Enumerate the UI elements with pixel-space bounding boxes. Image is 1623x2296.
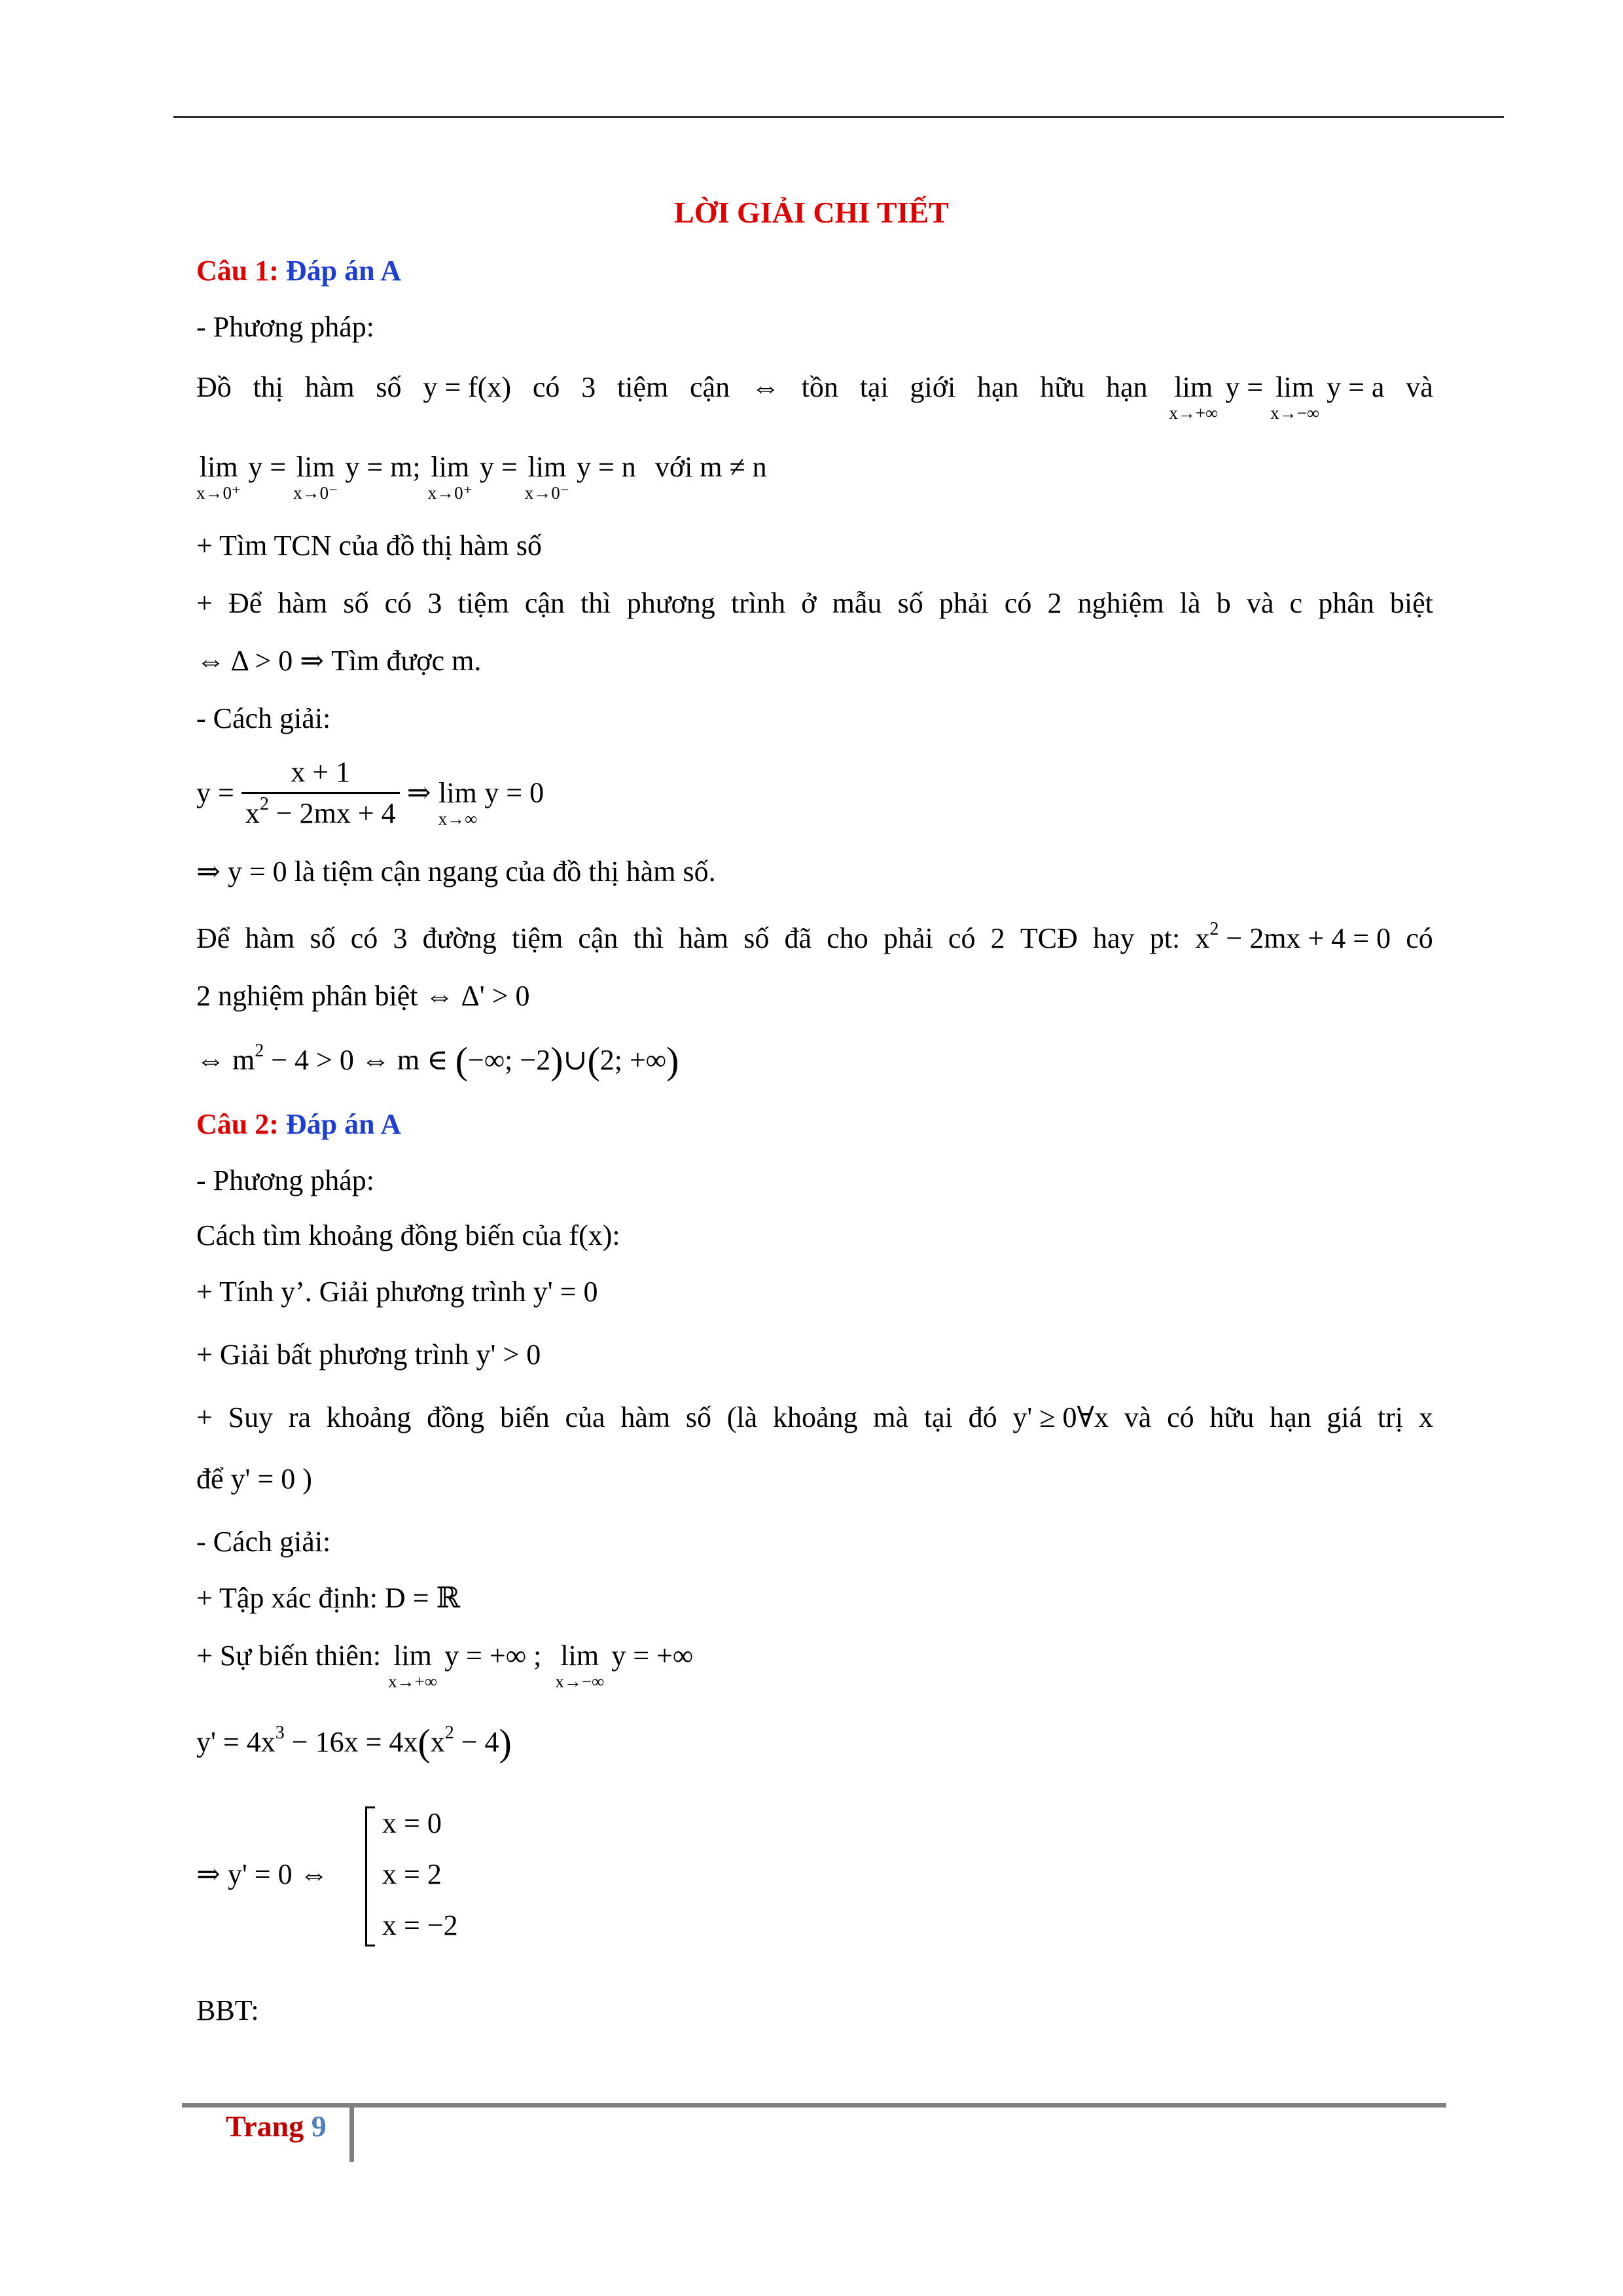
word: biến bbox=[499, 1401, 550, 1433]
text: y = m; bbox=[345, 451, 421, 483]
q1-method-line-4 bbox=[196, 589, 1433, 618]
limit: lim x→∞ bbox=[438, 777, 478, 829]
q1-method-line-2 bbox=[196, 453, 767, 502]
word: số bbox=[310, 922, 336, 954]
q2-method-line-5: để y' = 0 ) bbox=[196, 1463, 312, 1495]
word: tiệm bbox=[457, 587, 509, 619]
word: khoảng bbox=[772, 1401, 858, 1433]
q1-solution-line-4: 2 nghiệm phân biệt ⇔ Δ' > 0 bbox=[196, 980, 530, 1012]
word: số bbox=[685, 1401, 711, 1433]
footer-rule bbox=[182, 2103, 1446, 2108]
q1-method-line-5: ⇔ Δ > 0 ⇒ Tìm được m. bbox=[196, 645, 482, 677]
limit-subscript: x→−∞ bbox=[1270, 403, 1320, 423]
word: hàm bbox=[620, 1401, 671, 1433]
word: và bbox=[1406, 371, 1433, 403]
word: thì bbox=[580, 587, 611, 619]
word: tại bbox=[859, 371, 889, 403]
word: cận bbox=[524, 587, 565, 619]
word: giá bbox=[1327, 1401, 1363, 1433]
word: hàm bbox=[679, 922, 729, 954]
word: cận bbox=[690, 371, 730, 403]
word: 3 bbox=[427, 587, 442, 619]
q2-solution-line-2 bbox=[196, 1641, 693, 1691]
word: số bbox=[343, 587, 369, 619]
text: y = bbox=[196, 776, 234, 809]
word: nghiệm bbox=[1077, 587, 1164, 619]
word: có bbox=[350, 922, 378, 954]
word: của bbox=[565, 1401, 605, 1433]
function: y = f(x) bbox=[423, 371, 512, 403]
word: đường bbox=[422, 922, 497, 954]
word: Để bbox=[228, 587, 262, 619]
text: y = +∞ bbox=[611, 1640, 694, 1672]
q2-method-line-2: + Tính y’. Giải phương trình y' = 0 bbox=[196, 1276, 598, 1308]
q2-solution-line-4: ⇒ y' = 0 ⇔ bbox=[196, 1858, 329, 1890]
system-row: x = 0 bbox=[382, 1807, 442, 1839]
word: Suy bbox=[228, 1401, 274, 1433]
word: hạn bbox=[1270, 1401, 1311, 1433]
word: ở bbox=[801, 587, 817, 619]
question-1-answer: Đáp án A bbox=[285, 255, 401, 287]
word: phân bbox=[1318, 587, 1374, 619]
question-2-label: Câu 2: bbox=[196, 1108, 279, 1140]
word: hàm bbox=[245, 922, 295, 954]
word: số bbox=[897, 587, 923, 619]
word: có bbox=[1004, 587, 1032, 619]
word: cho bbox=[827, 922, 868, 954]
word: + bbox=[196, 587, 213, 619]
limit bbox=[1169, 373, 1218, 422]
word: và bbox=[1246, 587, 1274, 619]
word: hữu bbox=[1040, 371, 1085, 403]
limit: lim x→−∞ bbox=[555, 1640, 605, 1691]
text: y = bbox=[248, 451, 287, 483]
word: hay bbox=[1093, 922, 1135, 954]
word: ra bbox=[288, 1401, 312, 1433]
word: phải bbox=[883, 922, 933, 954]
word: có bbox=[948, 922, 976, 954]
limit: lim x→0⁻ bbox=[293, 451, 338, 503]
q2-method-line-1: Cách tìm khoảng đồng biến của f(x): bbox=[196, 1219, 620, 1251]
system-bracket bbox=[365, 1806, 375, 1946]
word: phải bbox=[938, 587, 989, 619]
text: y = bbox=[479, 451, 518, 483]
q1-solution-line-3 bbox=[196, 919, 1433, 954]
question-2-answer: Đáp án A bbox=[285, 1108, 401, 1140]
word: tiệm bbox=[617, 371, 669, 403]
limit-subscript: x→+∞ bbox=[1169, 403, 1219, 423]
text: y = +∞ ; bbox=[444, 1640, 542, 1672]
equation-system bbox=[365, 1806, 463, 1944]
word: Đồ bbox=[196, 371, 232, 403]
word: mẫu bbox=[832, 587, 882, 619]
q2-solution-line-3: $y' = 4x^3 - 16x = 4x(x^2 - 4)$ bbox=[196, 1721, 512, 1764]
header-rule bbox=[173, 116, 1504, 118]
word: tồn bbox=[801, 371, 838, 403]
system-row: x = −2 bbox=[382, 1909, 458, 1941]
word: có bbox=[1406, 922, 1433, 954]
word: đồng bbox=[427, 1401, 485, 1433]
question-1-heading bbox=[196, 257, 401, 285]
fraction: $\frac{x + 1}{x^2 - 2mx + 4}$ bbox=[241, 758, 400, 828]
word: cận bbox=[578, 922, 618, 954]
q2-method-heading: - Phương pháp: bbox=[196, 1164, 374, 1196]
word: là bbox=[1179, 587, 1201, 619]
word: trình bbox=[730, 587, 786, 619]
word: thị bbox=[253, 371, 284, 403]
q1-solution-line-2: ⇒ y = 0 là tiệm cận ngang của đồ thị hàm số. bbox=[196, 855, 716, 888]
exponent: 2 bbox=[1209, 919, 1219, 939]
word: có bbox=[384, 587, 412, 619]
page-label: Trang bbox=[226, 2109, 304, 2143]
word: khoảng bbox=[326, 1401, 412, 1433]
limit: lim x→0⁺ bbox=[427, 451, 473, 503]
text: y = a bbox=[1327, 371, 1385, 403]
word: pt: bbox=[1149, 922, 1181, 954]
word: 2 bbox=[990, 922, 1005, 954]
word: tại bbox=[923, 1401, 953, 1433]
word: đã bbox=[784, 922, 812, 954]
text: x bbox=[1195, 922, 1210, 954]
word: 3 bbox=[581, 371, 596, 403]
q2-method-line-4 bbox=[196, 1403, 1433, 1432]
q1-solution-line-5: ⇔ $m^2 - 4 > 0$ ⇔ m ∈ (−∞; −2)∪(2; +∞) bbox=[196, 1039, 679, 1082]
limit-operator: lim bbox=[1174, 371, 1213, 403]
word: + bbox=[196, 1401, 213, 1433]
q1-method-heading: - Phương pháp: bbox=[196, 311, 374, 343]
limit: lim x→0⁻ bbox=[524, 451, 569, 503]
text: + Sự biến thiên: bbox=[196, 1640, 382, 1672]
word: và bbox=[1124, 1401, 1152, 1433]
word: mà bbox=[873, 1401, 909, 1433]
word: có bbox=[1167, 1401, 1194, 1433]
word: biệt bbox=[1389, 587, 1433, 619]
question-2-heading bbox=[196, 1110, 401, 1139]
q1-solution-heading: - Cách giải: bbox=[196, 702, 331, 734]
word: số bbox=[743, 922, 770, 954]
word: c bbox=[1289, 587, 1303, 619]
question-1-label: Câu 1: bbox=[196, 255, 279, 287]
word: hạn bbox=[977, 371, 1019, 403]
q1-method-line-1 bbox=[196, 373, 1433, 422]
word: y' ≥ 0∀x bbox=[1012, 1401, 1109, 1433]
page-number bbox=[226, 2111, 327, 2142]
q2-method-line-3: + Giải bất phương trình y' > 0 bbox=[196, 1338, 541, 1371]
word: (là bbox=[726, 1401, 758, 1433]
limit bbox=[1270, 373, 1319, 422]
text: ⇒ bbox=[406, 776, 431, 809]
text: − 2mx + 4 = 0 bbox=[1219, 922, 1391, 954]
word: b bbox=[1216, 587, 1231, 619]
page-title: LỜI GIẢI CHI TIẾT bbox=[674, 196, 949, 229]
bbt-label: BBT: bbox=[196, 1994, 259, 2026]
q1-method-line-3: + Tìm TCN của đồ thị hàm số bbox=[196, 529, 542, 562]
page-number-value: 9 bbox=[311, 2109, 327, 2143]
text: y = 0 bbox=[484, 776, 544, 809]
word: 2 bbox=[1047, 587, 1062, 619]
q2-solution-line-1: + Tập xác định: D = ℝ bbox=[196, 1582, 461, 1614]
word: hữu bbox=[1209, 1401, 1255, 1433]
q1-solution-line-1 bbox=[196, 758, 544, 828]
q2-solution-heading: - Cách giải: bbox=[196, 1526, 331, 1558]
word: TCĐ bbox=[1020, 922, 1078, 954]
text: với m ≠ n bbox=[654, 451, 767, 483]
text: y = bbox=[1225, 371, 1264, 403]
footer-divider bbox=[349, 2103, 354, 2162]
word: thì bbox=[633, 922, 664, 954]
word: hạn bbox=[1105, 371, 1148, 403]
word: ⇔ bbox=[751, 371, 780, 403]
limit: lim x→+∞ bbox=[388, 1640, 438, 1691]
equation bbox=[1195, 919, 1391, 954]
word: hàm bbox=[304, 371, 355, 403]
word: 3 bbox=[393, 922, 408, 954]
word: có bbox=[532, 371, 560, 403]
word: trị bbox=[1377, 1401, 1404, 1433]
word: hàm bbox=[277, 587, 328, 619]
text: y = n bbox=[576, 451, 636, 483]
word: x bbox=[1418, 1401, 1433, 1433]
word: Để bbox=[196, 922, 230, 954]
word: đó bbox=[968, 1401, 997, 1433]
limit-operator: lim bbox=[1275, 371, 1314, 403]
word: giới bbox=[910, 371, 956, 403]
limit-group bbox=[1169, 373, 1384, 422]
word: số bbox=[376, 371, 402, 403]
limit: lim x→0⁺ bbox=[196, 451, 241, 503]
word: tiệm bbox=[511, 922, 563, 954]
system-row: x = 2 bbox=[382, 1858, 442, 1890]
word: phương bbox=[626, 587, 715, 619]
